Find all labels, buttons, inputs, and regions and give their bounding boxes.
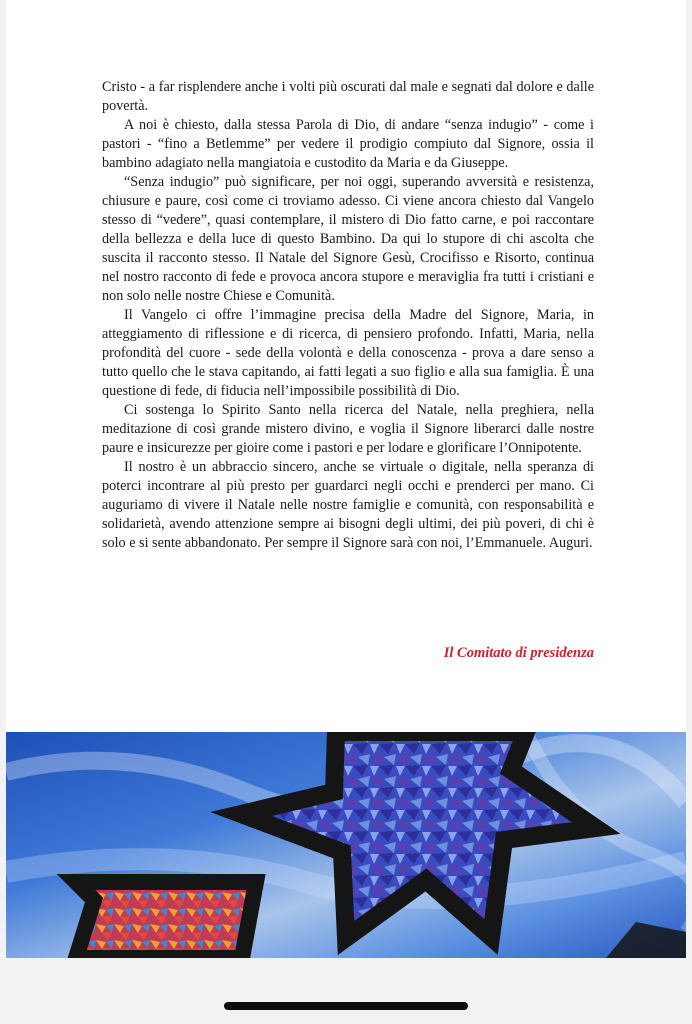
- paragraph: Ci sostenga lo Spirito Santo nella ricerca del Natale, nella preghiera, nella meditazione di così grande mistero divino, e voglia il Signore liberarci dalle nostre paure e insicurezze per gioire come i pastori e per lodare e glorificare l’Onnipotente.: [102, 402, 594, 456]
- paragraph: Il nostro è un abbraccio sincero, anche se virtuale o digitale, nella speranza di poterci incontrare al più presto per guardarci negli occhi e prenderci per mano. Ci auguriamo di vivere il Natale nelle nostre famiglie e comunità, con responsabilità e solidarietà, avendo attenzione sempre ai bisogni degli ultimi, dei più poveri, di chi è solo e si sente abbandonato. Per sempre il Signore sarà con noi, l’Emmanuele. Auguri.: [102, 459, 594, 551]
- body-text: [102, 78, 594, 553]
- paragraph: Cristo - a far risplendere anche i volti più oscurati dal male e segnati dal dolore e dalle povertà.: [102, 79, 594, 114]
- paragraph: A noi è chiesto, dalla stessa Parola di Dio, di andare “senza indugio” - come i pastori - “fino a Betlemme” per vedere il prodigio compiuto dal Signore, ossia il bambino adagiato nella mangiatoia e custodito da Maria e da Giuseppe.: [102, 117, 594, 171]
- document-page: [6, 0, 686, 958]
- home-indicator[interactable]: [224, 1002, 468, 1010]
- paragraph: “Senza indugio” può significare, per noi oggi, superando avversità e resistenza, chiusure e paure, così come ci troviamo adesso. Ci viene ancora chiesto dal Vangelo stesso di “vedere”, quasi contemplare, il mistero di Dio fatto carne, e poi raccontare della bellezza e della luce di questo Bambino. Da qui lo stupore di chi ascolta che suscita il racconto stesso. Il Natale del Signore Gesù, Crocifisso e Risorto, continua nel nostro racconto di fede e provoca ancora stupore e meraviglia fra tutti i cristiani e non solo nelle nostre Chiese e Comunità.: [102, 174, 594, 304]
- paragraph: Il Vangelo ci offre l’immagine precisa della Madre del Signore, Maria, in atteggiamento di riflessione e di ricerca, di pensiero profondo. Infatti, Maria, nella profondità del cuore - sede della volontà e della conoscenza - prova a dare senso a tutto quello che le stava capitando, ai fatti legati a suo figlio e alla sua famiglia. È una questione di fede, di fiducia nell’impossibile possibilità di Dio.: [102, 307, 594, 399]
- star-collage-image: [6, 732, 686, 958]
- signature: Il Comitato di presidenza: [443, 645, 594, 661]
